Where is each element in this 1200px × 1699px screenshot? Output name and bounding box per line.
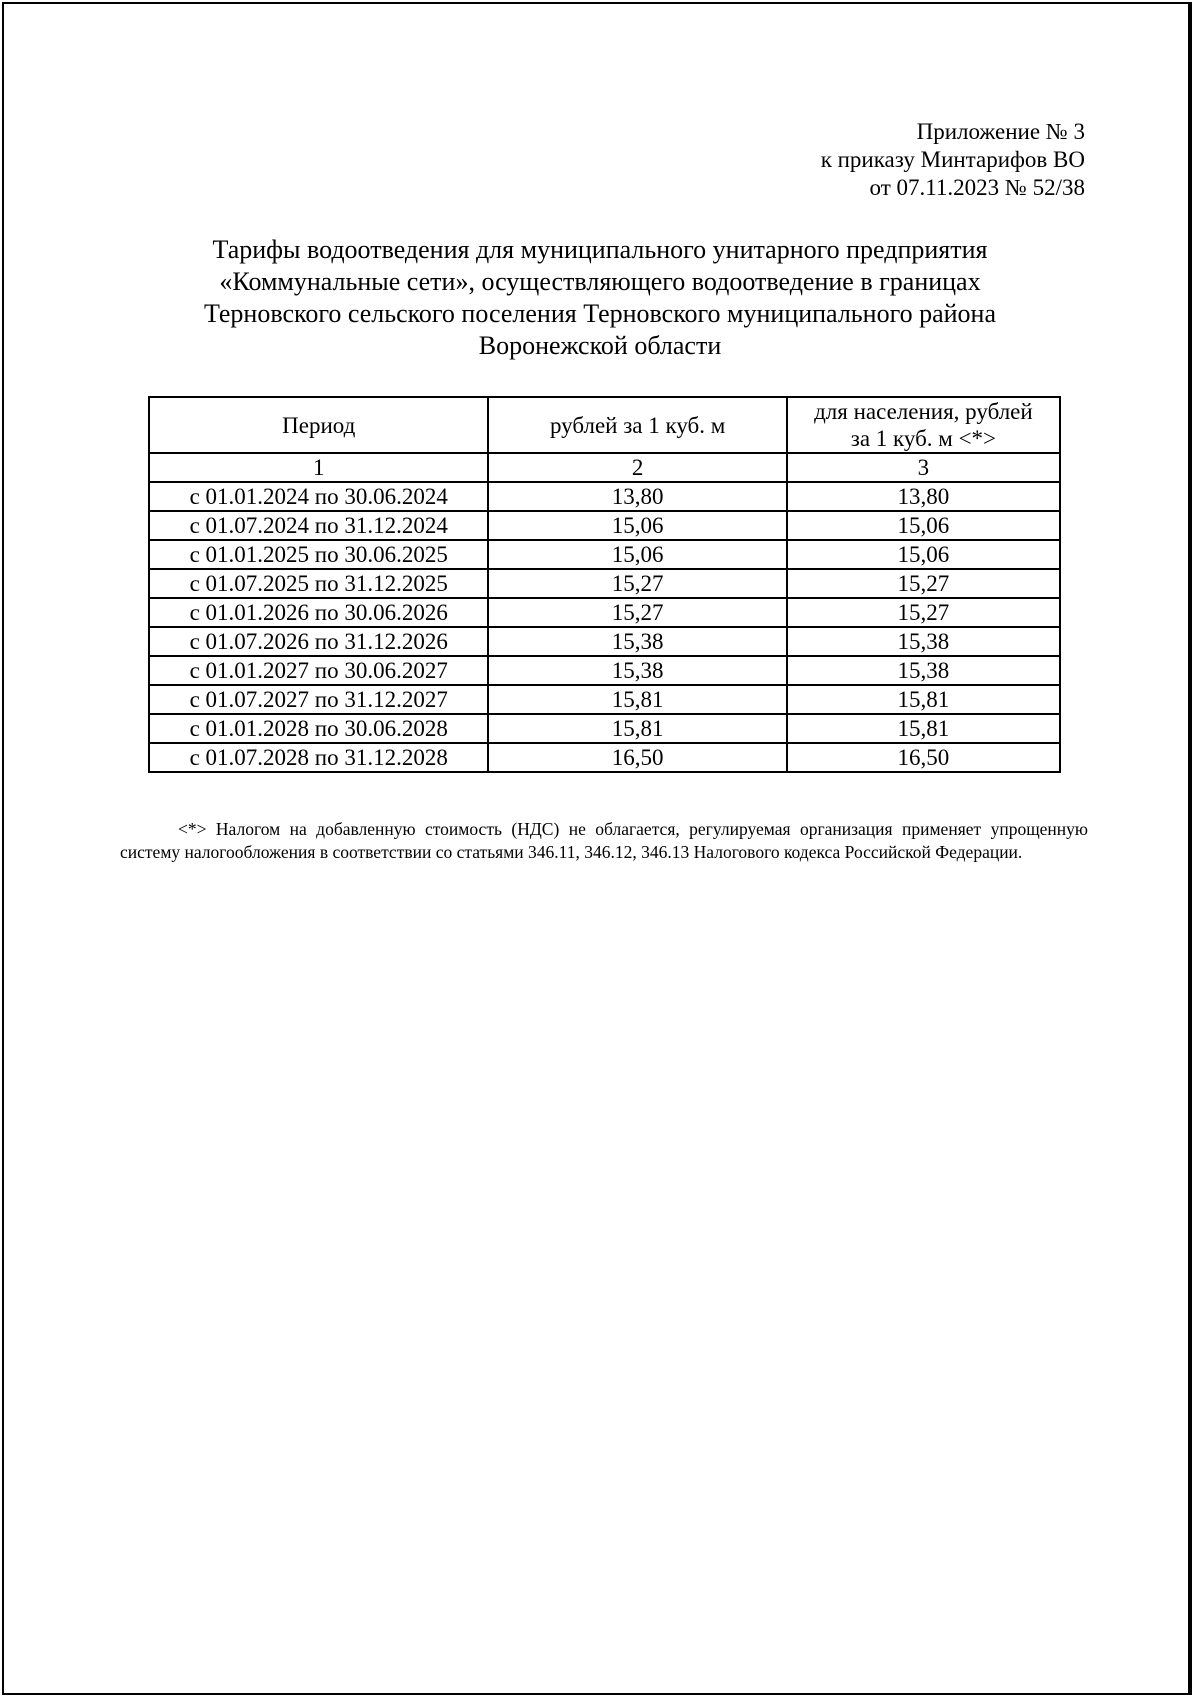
table-row (149, 482, 1060, 511)
cell-rub-per-m3: 15,38 (488, 627, 786, 656)
cell-population: 15,27 (787, 598, 1060, 627)
table-row (149, 743, 1060, 772)
header-population-line: за 1 куб. м <*> (850, 426, 997, 451)
header-rub-per-m3: рублей за 1 куб. м (488, 397, 786, 453)
cell-period: с 01.07.2024 по 31.12.2024 (149, 511, 488, 540)
cell-period: с 01.01.2025 по 30.06.2025 (149, 540, 488, 569)
table-row (149, 540, 1060, 569)
cell-rub-per-m3: 15,81 (488, 714, 786, 743)
cell-rub-per-m3: 15,38 (488, 656, 786, 685)
cell-rub-per-m3: 15,27 (488, 598, 786, 627)
cell-period: с 01.07.2026 по 31.12.2026 (149, 627, 488, 656)
cell-population: 15,38 (787, 656, 1060, 685)
cell-population: 16,50 (787, 743, 1060, 772)
cell-period: с 01.01.2024 по 30.06.2024 (149, 482, 488, 511)
cell-period: с 01.01.2027 по 30.06.2027 (149, 656, 488, 685)
title-line: Воронежской области (478, 331, 722, 360)
cell-population: 15,81 (787, 685, 1060, 714)
title-line: Тарифы водоотведения для муниципального унитарного предприятия (212, 235, 988, 264)
cell-period: с 01.07.2027 по 31.12.2027 (149, 685, 488, 714)
table-row (149, 714, 1060, 743)
cell-rub-per-m3: 13,80 (488, 482, 786, 511)
table-row (149, 598, 1060, 627)
appendix-header (821, 118, 1085, 202)
cell-rub-per-m3: 15,81 (488, 685, 786, 714)
table-row (149, 685, 1060, 714)
column-number: 3 (787, 453, 1060, 482)
table-header-row (149, 397, 1060, 453)
title-line: Терновского сельского поселения Терновского муниципального района (204, 299, 996, 328)
cell-period: с 01.01.2026 по 30.06.2026 (149, 598, 488, 627)
cell-population: 15,06 (787, 540, 1060, 569)
appendix-order-date: от 07.11.2023 № 52/38 (869, 175, 1085, 200)
footnote: <*> Налогом на добавленную стоимость (НДС) не облагается, регулируемая организация применяет упрощенную систему налогообложения в соответствии со статьями 346.11, 346.12, 346.13 Налогового кодекса Российской Федерации. (120, 818, 1088, 862)
cell-population: 13,80 (787, 482, 1060, 511)
cell-rub-per-m3: 15,06 (488, 511, 786, 540)
appendix-order-ref: к приказу Минтарифов ВО (820, 147, 1085, 172)
table-row (149, 656, 1060, 685)
header-population-line: для населения, рублей (814, 399, 1033, 424)
cell-population: 15,81 (787, 714, 1060, 743)
cell-rub-per-m3: 16,50 (488, 743, 786, 772)
cell-period: с 01.01.2028 по 30.06.2028 (149, 714, 488, 743)
cell-population: 15,27 (787, 569, 1060, 598)
document-title (150, 234, 1050, 362)
column-number: 2 (488, 453, 786, 482)
cell-rub-per-m3: 15,27 (488, 569, 786, 598)
cell-period: с 01.07.2028 по 31.12.2028 (149, 743, 488, 772)
header-period: Период (149, 397, 488, 453)
appendix-number: Приложение № 3 (916, 119, 1085, 144)
cell-population: 15,38 (787, 627, 1060, 656)
table-row (149, 511, 1060, 540)
cell-period: с 01.07.2025 по 31.12.2025 (149, 569, 488, 598)
cell-population: 15,06 (787, 511, 1060, 540)
cell-rub-per-m3: 15,06 (488, 540, 786, 569)
title-line: «Коммунальные сети», осуществляющего водоотведение в границах (219, 267, 981, 296)
column-number-row (149, 453, 1060, 482)
table-row (149, 627, 1060, 656)
header-population (787, 397, 1060, 453)
column-number: 1 (149, 453, 488, 482)
table-row (149, 569, 1060, 598)
tariff-table (148, 396, 1061, 773)
